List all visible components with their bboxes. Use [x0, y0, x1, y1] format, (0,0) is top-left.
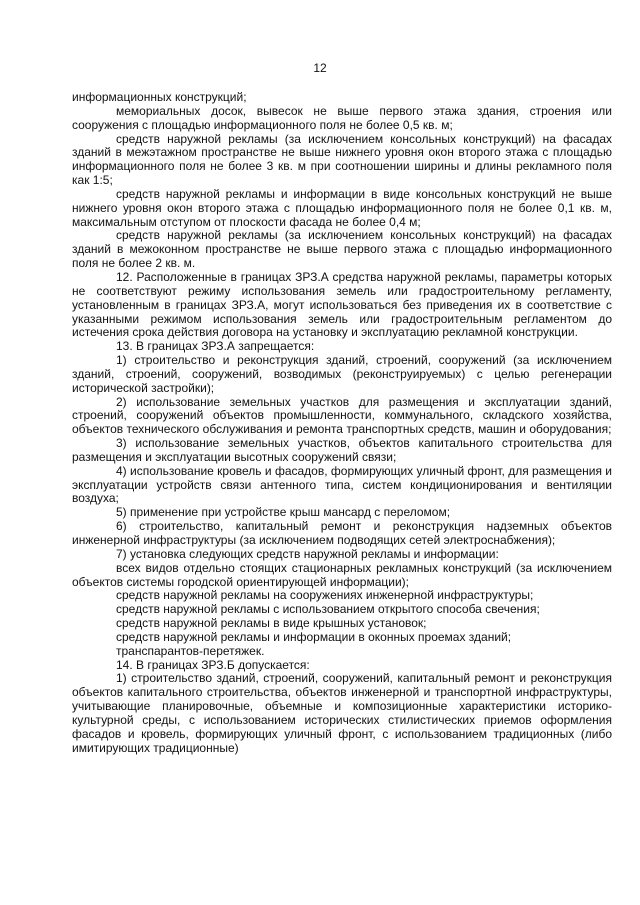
paragraph-p-13-7-b: средств наружной рекламы на сооружениях инженерной инфраструктуры;	[116, 588, 534, 603]
paragraph-p-12: 12. Расположенные в границах ЗРЗ.А средства наружной рекламы, параметры которых не соответствуют режиму использования земель или градостроительному регламенту, установленным в границах ЗРЗ.А, могут использоваться без приведения их в соответствие с указанными режимом использования земель или градостроительным регламентом до истечения срока действия договора на установку и эксплуатацию рекламной конструкции.	[72, 269, 612, 340]
paragraph-p-boards: мемориальных досок, вывесок не выше первого этажа здания, строения или сооружения с площадью информационного поля не более 0,5 кв. м;	[72, 103, 612, 132]
paragraph-p-console: средств наружной рекламы и информации в виде консольных конструкций не выше нижнего уровня окон второго этажа с площадью информационного поля не более 0,1 кв. м, максимальным отступом от плоскости фасада не более 0,4 м;	[72, 186, 612, 229]
paragraph-p-13-6: 6) строительство, капитальный ремонт и реконструкция надземных объектов инженерной инфраструктуры (за исключением подводящих сетей электроснабжения);	[72, 519, 612, 547]
paragraph-p-13-2: 2) использование земельных участков для размещения и эксплуатации зданий, строений, сооружений объектов промышленности, коммунального, складского хозяйства, объектов технического обслуживания и ремонта транспортных средств, машин и оборудования;	[72, 394, 612, 437]
paragraph-p-13-5: 5) применение при устройстве крыш мансард с переломом;	[116, 505, 451, 520]
document-body	[72, 91, 612, 756]
paragraph-p-13-7-e: средств наружной рекламы и информации в оконных проемах зданий;	[116, 629, 512, 644]
paragraph-p-13-7-d: средств наружной рекламы в виде крышных установок;	[116, 616, 427, 631]
paragraph-p-interfloor: средств наружной рекламы (за исключением консольных конструкций) на фасадах зданий в межэтажном пространстве не выше нижнего уровня окон второго этажа с площадью информационного поля не более 3 кв. м при соотношении ширины и длины рекламного поля как 1:5;	[72, 131, 612, 188]
paragraph-p-cont: информационных конструкций;	[72, 90, 247, 104]
paragraph-p-13-4: 4) использование кровель и фасадов, формирующих уличный фронт, для размещения и эксплуатации устройств связи антенного типа, систем кондиционирования и вентиляции воздуха;	[72, 463, 612, 506]
paragraph-p-13-1: 1) строительство и реконструкция зданий, строений, сооружений (за исключением зданий, строений, сооружений, возводимых (реконструируемых) с целью регенерации исторической застройки);	[72, 353, 612, 395]
paragraph-p-13-7-f: транспарантов-перетяжек.	[116, 643, 265, 658]
paragraph-p-13: 13. В границах ЗРЗ.А запрещается:	[116, 339, 315, 354]
paragraph-p-13-3: 3) использование земельных участков, объектов капитального строительства для размещения и эксплуатации высотных сооружений связи;	[72, 436, 612, 464]
paragraph-p-14-1: 1) строительство зданий, строений, сооружений, капитальный ремонт и реконструкция объектов капитального строительства, объектов инженерной и транспортной инфраструктуры, учитывающие планировочные, объемные и композиционные характеристики историко-культурной среды, с использованием исторических стилистических приемов оформления фасадов и кровель, формирующих уличный фронт, с использованием традиционных (либо имитирующих традиционные)	[72, 671, 612, 755]
paragraph-p-13-7-a: всех видов отдельно стоящих стационарных рекламных конструкций (за исключением объектов системы городской ориентирующей информации);	[72, 560, 612, 589]
paragraph-p-14: 14. В границах ЗРЗ.Б допускается:	[116, 657, 310, 672]
paragraph-p-13-7-c: средств наружной рекламы с использованием открытого способа свечения;	[116, 602, 540, 617]
page-number: 12	[313, 61, 327, 75]
paragraph-p-13-7: 7) установка следующих средств наружной рекламы и информации:	[116, 546, 499, 561]
paragraph-p-interwindow: средств наружной рекламы (за исключением консольных конструкций) на фасадах зданий в межоконном пространстве не выше первого этажа с площадью информационного поля не более 2 кв. м.	[72, 228, 612, 271]
